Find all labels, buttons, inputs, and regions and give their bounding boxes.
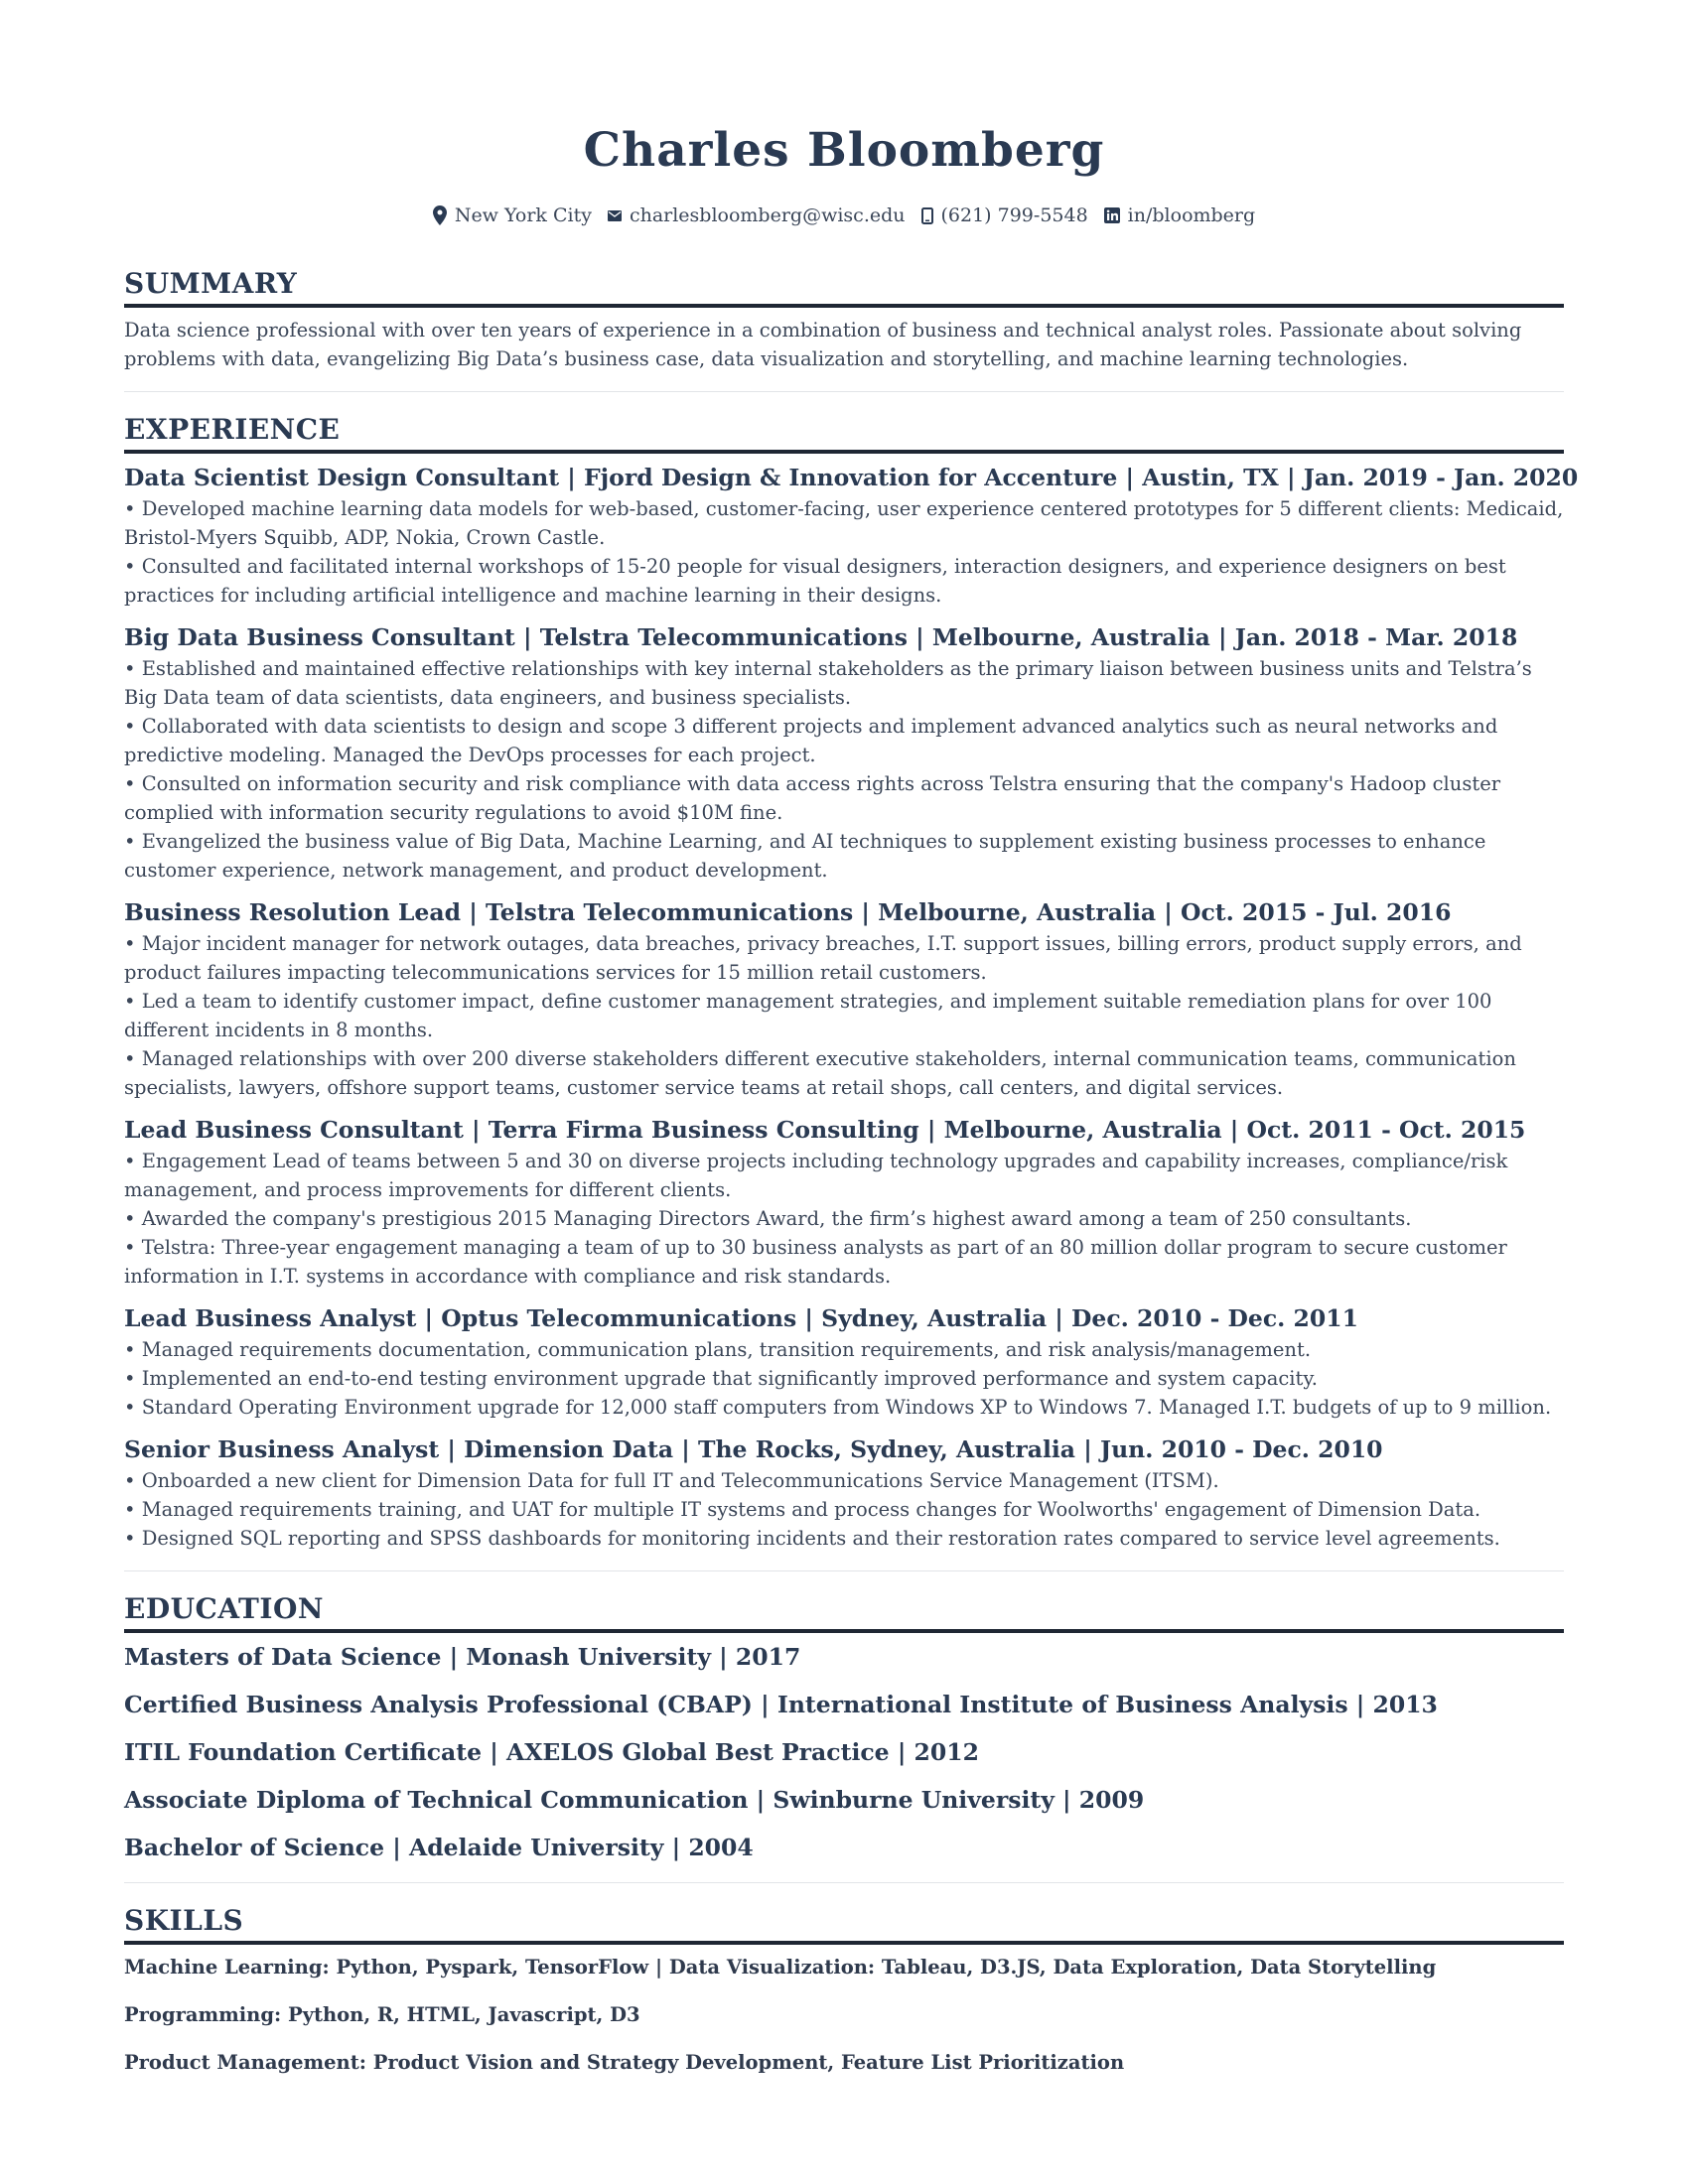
- experience-section: [124, 412, 1579, 1553]
- contact-location: [433, 205, 592, 226]
- job-bullet: • Developed machine learning data models for web-based, customer-facing, user experience centered prototypes for 5 different clients: Medicaid, Bristol-Myers Squibb, ADP, Nokia, Crown Castle.: [124, 497, 1564, 549]
- skills-heading: SKILLS: [124, 1904, 244, 1937]
- skill-item: Product Management: Product Vision and Strategy Development, Feature List Prioritization: [124, 2051, 1125, 2074]
- job-bullet: • Awarded the company's prestigious 2015 Managing Directors Award, the firm’s highest award among a team of 250 consultants.: [124, 1207, 1412, 1230]
- section-separator: [124, 1570, 1564, 1571]
- education-section: [124, 1591, 1564, 1864]
- job-heading: Senior Business Analyst | Dimension Data | The Rocks, Sydney, Australia | Jun. 2010 - Dec. 2010: [124, 1435, 1383, 1463]
- section-separator: [124, 391, 1564, 392]
- job-bullet: • Collaborated with data scientists to design and scope 3 different projects and implement advanced analytics such as neural networks and predictive modeling. Managed the DevOps processes for each project.: [124, 715, 1498, 766]
- education-item: ITIL Foundation Certificate | AXELOS Global Best Practice | 2012: [124, 1738, 979, 1766]
- job-bullet: • Standard Operating Environment upgrade for 12,000 staff computers from Windows XP to Windows 7. Managed I.T. budgets of up to 9 million.: [124, 1396, 1552, 1419]
- contact-email[interactable]: [608, 205, 906, 226]
- section-divider: [124, 450, 1564, 454]
- location-text: New York City: [454, 205, 592, 226]
- job-bullet: • Established and maintained effective relationships with key internal stakeholders as the primary liaison between business units and Telstra’s Big Data team of data scientists, data engineers, and business specialists.: [124, 657, 1532, 709]
- mobile-phone-icon: [921, 207, 933, 224]
- job-entry: [124, 621, 1564, 885]
- job-bullet: • Telstra: Three-year engagement managing a team of up to 30 business analysts as part of an 80 million dollar program to secure customer information in I.T. systems in accordance with compliance and risk standards.: [124, 1236, 1507, 1288]
- job-heading: Lead Business Analyst | Optus Telecommunications | Sydney, Australia | Dec. 2010 - Dec. 2011: [124, 1304, 1358, 1332]
- job-entry: [124, 1302, 1564, 1422]
- job-bullet: • Major incident manager for network outages, data breaches, privacy breaches, I.T. support issues, billing errors, product supply errors, and product failures impacting telecommunications services for 15 million retail customers.: [124, 932, 1522, 984]
- linkedin-link[interactable]: in/bloomberg: [1127, 205, 1256, 226]
- job-bullet: • Onboarded a new client for Dimension Data for full IT and Telecommunications Service Management (ITSM).: [124, 1469, 1219, 1492]
- education-item: Certified Business Analysis Professional (CBAP) | International Institute of Business Analysis | 2013: [124, 1691, 1438, 1718]
- job-bullet: • Consulted and facilitated internal workshops of 15-20 people for visual designers, interaction designers, and experience designers on best practices for including artificial intelligence and machine learning in their designs.: [124, 555, 1506, 607]
- resume-page: [124, 119, 1579, 2096]
- education-item: Masters of Data Science | Monash University | 2017: [124, 1643, 801, 1671]
- email-link[interactable]: charlesbloomberg@wisc.edu: [629, 205, 906, 226]
- skills-section: [124, 1903, 1564, 2077]
- job-bullet: • Managed requirements training, and UAT for multiple IT systems and process changes for Woolworths' engagement of Dimension Data.: [124, 1498, 1481, 1521]
- job-bullet: • Engagement Lead of teams between 5 and 30 on diverse projects including technology upgrades and capability increases, compliance/risk management, and process improvements for different clients.: [124, 1150, 1508, 1201]
- job-bullet: • Implemented an end-to-end testing environment upgrade that significantly improved performance and system capacity.: [124, 1367, 1318, 1390]
- contact-bar: [124, 205, 1564, 226]
- job-heading: Data Scientist Design Consultant | Fjord Design & Innovation for Accenture | Austin, TX | Jan. 2019 - Jan. 2020: [124, 464, 1579, 491]
- summary-section: [124, 266, 1564, 373]
- experience-heading: EXPERIENCE: [124, 413, 341, 446]
- summary-heading: SUMMARY: [124, 267, 298, 300]
- phone-text: (621) 799-5548: [940, 205, 1088, 226]
- job-bullet: • Evangelized the business value of Big Data, Machine Learning, and AI techniques to supplement existing business processes to enhance customer experience, network management, and product development.: [124, 830, 1486, 882]
- job-entry: [124, 896, 1564, 1102]
- skill-item: Programming: Python, R, HTML, Javascript, D3: [124, 2003, 640, 2026]
- education-heading: EDUCATION: [124, 1592, 324, 1625]
- job-bullet: • Consulted on information security and risk compliance with data access rights across Telstra ensuring that the company's Hadoop cluster complied with information security regulations to avoid $10M fine.: [124, 772, 1501, 824]
- envelope-icon: [608, 210, 622, 221]
- job-entry: [124, 1433, 1564, 1553]
- summary-text: Data science professional with over ten years of experience in a combination of business and technical analyst roles. Passionate about solving problems with data, evangelizing Big Data’s business case, data visualization and storytelling, and machine learning technologies.: [124, 319, 1522, 370]
- job-bullet: • Led a team to identify customer impact, define customer management strategies, and implement suitable remediation plans for over 100 different incidents in 8 months.: [124, 990, 1492, 1041]
- linkedin-icon: [1104, 207, 1120, 223]
- job-bullet: • Designed SQL reporting and SPSS dashboards for monitoring incidents and their restoration rates compared to service level agreements.: [124, 1527, 1500, 1550]
- job-bullet: • Managed relationships with over 200 diverse stakeholders different executive stakeholders, internal communication teams, communication specialists, lawyers, offshore support teams, customer service teams at retail shops, call centers, and digital services.: [124, 1047, 1516, 1099]
- map-pin-icon: [433, 205, 447, 225]
- job-entry: [124, 462, 1579, 610]
- section-separator: [124, 1882, 1564, 1883]
- section-divider: [124, 304, 1564, 308]
- education-item: Bachelor of Science | Adelaide University | 2004: [124, 1834, 754, 1861]
- job-bullet: • Managed requirements documentation, communication plans, transition requirements, and risk analysis/management.: [124, 1338, 1312, 1361]
- job-entry: [124, 1114, 1564, 1291]
- candidate-name: Charles Bloomberg: [583, 123, 1105, 178]
- section-divider: [124, 1941, 1564, 1945]
- skill-item: Machine Learning: Python, Pyspark, TensorFlow | Data Visualization: Tableau, D3.JS, Data Exploration, Data Storytelling: [124, 1956, 1437, 1979]
- job-heading: Lead Business Consultant | Terra Firma Business Consulting | Melbourne, Australia | Oct. 2011 - Oct. 2015: [124, 1116, 1526, 1144]
- section-divider: [124, 1629, 1564, 1633]
- job-heading: Big Data Business Consultant | Telstra Telecommunications | Melbourne, Australia | Jan. 2018 - Mar. 2018: [124, 623, 1518, 651]
- education-item: Associate Diploma of Technical Communication | Swinburne University | 2009: [124, 1786, 1145, 1814]
- contact-phone: [921, 205, 1088, 226]
- job-heading: Business Resolution Lead | Telstra Telecommunications | Melbourne, Australia | Oct. 2015 - Jul. 2016: [124, 898, 1452, 926]
- contact-linkedin[interactable]: [1104, 205, 1256, 226]
